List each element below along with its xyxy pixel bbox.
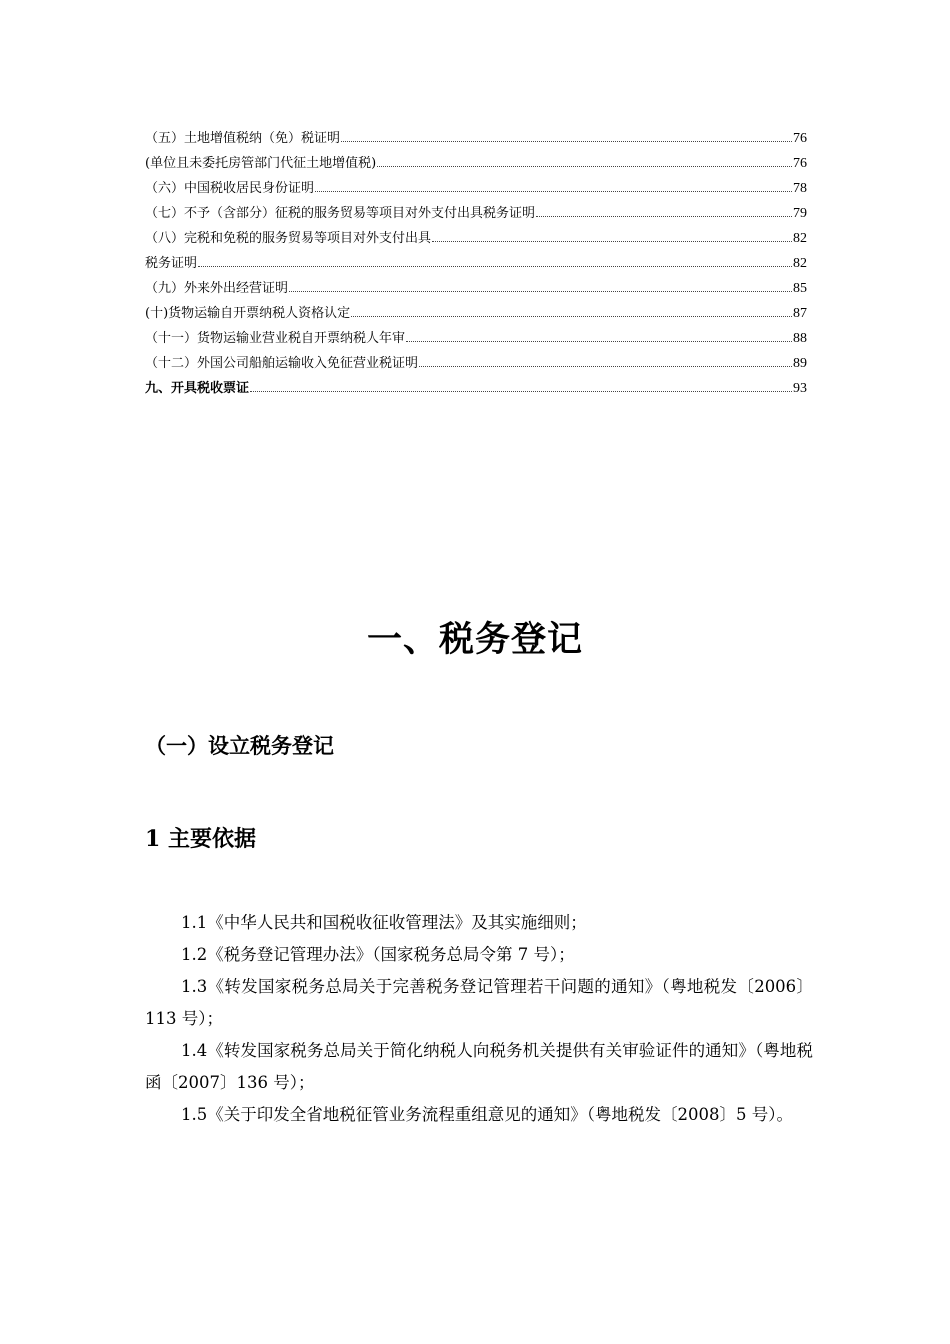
toc-entry[interactable] [145,224,807,249]
toc-entry[interactable] [145,149,807,174]
chapter-heading: 一、税务登记 [366,620,583,660]
toc-entry-page: 82 [793,231,807,246]
toc-leader-dots [315,174,792,192]
toc-leader-dots [432,224,792,242]
toc-entry[interactable] [145,174,807,199]
toc-entry-page: 82 [793,256,807,271]
toc-leader-dots [289,274,792,292]
toc-entry[interactable] [145,349,807,374]
toc-entry-chapter[interactable] [145,374,807,399]
toc-leader-dots [351,299,792,317]
subsection-heading: 1 主要依据 [145,826,256,852]
toc-entry-page: 76 [793,156,807,171]
toc-entry-page: 85 [793,281,807,296]
paragraph: 1.2《税务登记管理办法》（国家税务总局令第 7 号）； [181,945,575,964]
toc-entry-title: 九、开具税收票证 [145,381,250,396]
toc-entry[interactable] [145,299,807,324]
toc-entry[interactable] [145,324,807,349]
toc-entry-title: （十二）外国公司船舶运输收入免征营业税证明 [145,356,419,371]
toc-leader-dots [406,324,792,342]
toc-entry-page: 93 [793,381,807,396]
toc-entry-page: 78 [793,181,807,196]
toc-entry-page: 89 [793,356,807,371]
body-text [145,907,813,1131]
toc-entry-title: 税务证明 [145,256,198,271]
paragraph: 1.1《中华人民共和国税收征收管理法》及其实施细则； [181,913,587,932]
toc-entry-page: 88 [793,331,807,346]
toc-leader-dots [377,149,792,167]
toc-leader-dots [198,249,792,267]
toc-entry-title: （五）土地增值税纳（免）税证明 [145,131,341,146]
paragraph: 1.4《转发国家税务总局关于简化纳税人向税务机关提供有关审验证件的通知》（粤地税函〔2007〕136 号）； [145,1041,813,1092]
toc-entry[interactable] [145,274,807,299]
toc-leader-dots [250,374,792,392]
toc-entry-title: (十)货物运输自开票纳税人资格认定 [145,306,351,321]
toc-entry-page: 87 [793,306,807,321]
toc-entry[interactable] [145,124,807,149]
paragraph: 1.5《关于印发全省地税征管业务流程重组意见的通知》（粤地税发〔2008〕5 号）。 [181,1105,793,1124]
toc-leader-dots [341,124,792,142]
toc-entry-title: （九）外来外出经营证明 [145,281,289,296]
toc-entry[interactable] [145,199,807,224]
section-heading: （一）设立税务登记 [145,734,334,758]
toc-leader-dots [536,199,792,217]
toc-leader-dots [419,349,792,367]
toc-entry-title: (单位且未委托房管部门代征土地增值税) [145,156,377,171]
paragraph: 1.3《转发国家税务总局关于完善税务登记管理若干问题的通知》（粤地税发〔2006〕113 号）； [145,977,813,1028]
toc-entry-title: （十一）货物运输业营业税自开票纳税人年审 [145,331,406,346]
toc-entry-title: （六）中国税收居民身份证明 [145,181,315,196]
toc-entry-title: （八）完税和免税的服务贸易等项目对外支付出具 [145,231,432,246]
toc-entry-title: （七）不予（含部分）征税的服务贸易等项目对外支付出具税务证明 [145,206,536,221]
toc-entry-page: 79 [793,206,807,221]
toc-entry-page: 76 [793,131,807,146]
toc-entry[interactable] [145,249,807,274]
table-of-contents [145,124,807,399]
